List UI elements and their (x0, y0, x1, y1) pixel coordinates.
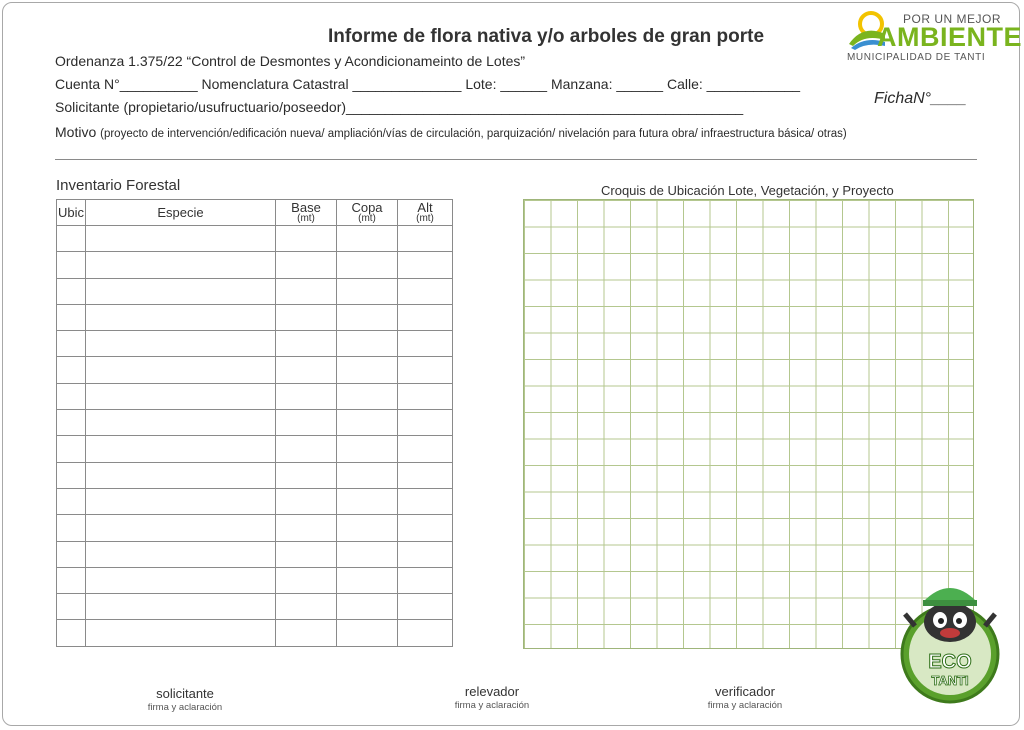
table-cell[interactable] (276, 331, 337, 357)
motive-detail: (proyecto de intervención/edificación nueva/ ampliación/vías de circulación, parquización/ nivelación para futura obra/ infraestructura básica/ otras) (100, 128, 847, 140)
table-cell[interactable] (337, 594, 398, 620)
table-cell[interactable] (57, 567, 86, 593)
table-cell[interactable] (57, 331, 86, 357)
table-cell[interactable] (86, 620, 276, 646)
table-row (57, 488, 453, 514)
table-cell[interactable] (398, 488, 453, 514)
table-row (57, 541, 453, 567)
signature-sub: firma y aclaración (147, 702, 223, 713)
table-cell[interactable] (276, 462, 337, 488)
table-cell[interactable] (398, 567, 453, 593)
signature-solicitante (105, 686, 265, 713)
table-cell[interactable] (276, 226, 337, 252)
table-cell[interactable] (86, 594, 276, 620)
table-cell[interactable] (276, 541, 337, 567)
ficha-number: FichaN°____ (874, 90, 967, 107)
signature-sub: firma y aclaración (707, 700, 783, 711)
table-cell[interactable] (86, 541, 276, 567)
table-cell[interactable] (86, 383, 276, 409)
table-cell[interactable] (57, 226, 86, 252)
motive-line (55, 124, 847, 140)
table-cell[interactable] (398, 252, 453, 278)
table-cell[interactable] (398, 462, 453, 488)
col-base: Base (mt) (276, 200, 337, 226)
table-row (57, 252, 453, 278)
applicant-line: Solicitante (propietario/usufructuario/poseedor)___________________________________________________ (55, 99, 744, 115)
table-cell[interactable] (86, 226, 276, 252)
col-alt: Alt (mt) (398, 200, 453, 226)
table-row (57, 515, 453, 541)
table-cell[interactable] (57, 594, 86, 620)
table-cell[interactable] (337, 410, 398, 436)
table-cell[interactable] (57, 515, 86, 541)
eco-tanti-mascot-icon (893, 570, 1008, 705)
col-ubic: Ubic (57, 200, 86, 226)
table-row (57, 304, 453, 330)
table-cell[interactable] (86, 357, 276, 383)
table-row (57, 278, 453, 304)
table-cell[interactable] (398, 278, 453, 304)
table-cell[interactable] (86, 410, 276, 436)
table-cell[interactable] (276, 594, 337, 620)
table-row (57, 410, 453, 436)
table-cell[interactable] (86, 488, 276, 514)
table-cell[interactable] (57, 357, 86, 383)
table-cell[interactable] (276, 410, 337, 436)
signature-label: solicitante (156, 686, 214, 701)
table-cell[interactable] (86, 278, 276, 304)
table-cell[interactable] (276, 515, 337, 541)
tanti-text: TANTI (931, 673, 969, 688)
table-row (57, 357, 453, 383)
table-cell[interactable] (337, 436, 398, 462)
motive-label: Motivo (55, 124, 97, 140)
table-cell[interactable] (337, 278, 398, 304)
table-cell[interactable] (398, 410, 453, 436)
col-especie: Especie (86, 200, 276, 226)
header-divider (55, 159, 977, 160)
table-cell[interactable] (337, 462, 398, 488)
inventory-table (56, 199, 453, 647)
col-copa: Copa (mt) (337, 200, 398, 226)
table-cell[interactable] (337, 488, 398, 514)
table-cell[interactable] (398, 541, 453, 567)
table-row (57, 620, 453, 646)
table-cell[interactable] (337, 357, 398, 383)
signature-label: verificador (715, 684, 775, 699)
table-cell[interactable] (276, 278, 337, 304)
table-row (57, 462, 453, 488)
table-cell[interactable] (398, 357, 453, 383)
ambiente-logo (845, 8, 1022, 66)
table-cell[interactable] (337, 252, 398, 278)
table-cell[interactable] (276, 383, 337, 409)
logo-wordmark: AMBIENTE (877, 22, 1022, 52)
table-cell[interactable] (57, 304, 86, 330)
table-cell[interactable] (398, 226, 453, 252)
signature-relevador (412, 684, 572, 711)
table-row (57, 567, 453, 593)
table-cell[interactable] (398, 304, 453, 330)
table-cell[interactable] (57, 488, 86, 514)
table-cell[interactable] (337, 304, 398, 330)
table-cell[interactable] (337, 620, 398, 646)
table-cell[interactable] (337, 515, 398, 541)
table-cell[interactable] (398, 331, 453, 357)
table-cell[interactable] (276, 567, 337, 593)
table-cell[interactable] (276, 357, 337, 383)
table-cell[interactable] (337, 383, 398, 409)
table-cell[interactable] (86, 331, 276, 357)
eco-text: ECO (928, 651, 972, 673)
table-row (57, 383, 453, 409)
inventory-header-row (57, 200, 453, 226)
table-cell[interactable] (57, 620, 86, 646)
account-fields-line: Cuenta N°__________ Nomenclatura Catastral ______________ Lote: ______ Manzana: ______ Calle: ____________ (55, 76, 801, 92)
table-cell[interactable] (398, 515, 453, 541)
table-cell[interactable] (276, 620, 337, 646)
sketch-title: Croquis de Ubicación Lote, Vegetación, y Proyecto (601, 183, 894, 198)
table-cell[interactable] (337, 226, 398, 252)
table-cell[interactable] (276, 488, 337, 514)
table-cell[interactable] (86, 304, 276, 330)
signature-sub: firma y aclaración (454, 700, 530, 711)
table-cell[interactable] (86, 567, 276, 593)
table-cell[interactable] (398, 594, 453, 620)
table-cell[interactable] (337, 331, 398, 357)
table-row (57, 436, 453, 462)
table-cell[interactable] (57, 462, 86, 488)
table-cell[interactable] (276, 436, 337, 462)
table-row (57, 594, 453, 620)
table-cell[interactable] (57, 252, 86, 278)
table-row (57, 226, 453, 252)
table-cell[interactable] (86, 252, 276, 278)
table-cell[interactable] (57, 410, 86, 436)
table-cell[interactable] (86, 436, 276, 462)
table-cell[interactable] (86, 462, 276, 488)
table-cell[interactable] (276, 252, 337, 278)
signature-verificador (665, 684, 825, 711)
table-cell[interactable] (276, 304, 337, 330)
table-cell[interactable] (337, 567, 398, 593)
inventory-title: Inventario Forestal (56, 177, 181, 194)
table-cell[interactable] (57, 436, 86, 462)
table-cell[interactable] (57, 278, 86, 304)
logo-municipality: MUNICIPALIDAD DE TANTI (847, 52, 986, 63)
table-cell[interactable] (398, 436, 453, 462)
table-cell[interactable] (86, 515, 276, 541)
ordinance-text: Ordenanza 1.375/22 “Control de Desmontes y Acondicionameinto de Lotes” (55, 53, 526, 69)
logo-tagline: POR UN MEJOR (903, 12, 1002, 26)
signature-label: relevador (464, 684, 520, 699)
table-cell[interactable] (57, 541, 86, 567)
table-cell[interactable] (57, 383, 86, 409)
table-cell[interactable] (398, 620, 453, 646)
page-title: Informe de flora nativa y/o arboles de gran porte (328, 26, 765, 47)
table-row (57, 331, 453, 357)
table-cell[interactable] (337, 541, 398, 567)
table-cell[interactable] (398, 383, 453, 409)
